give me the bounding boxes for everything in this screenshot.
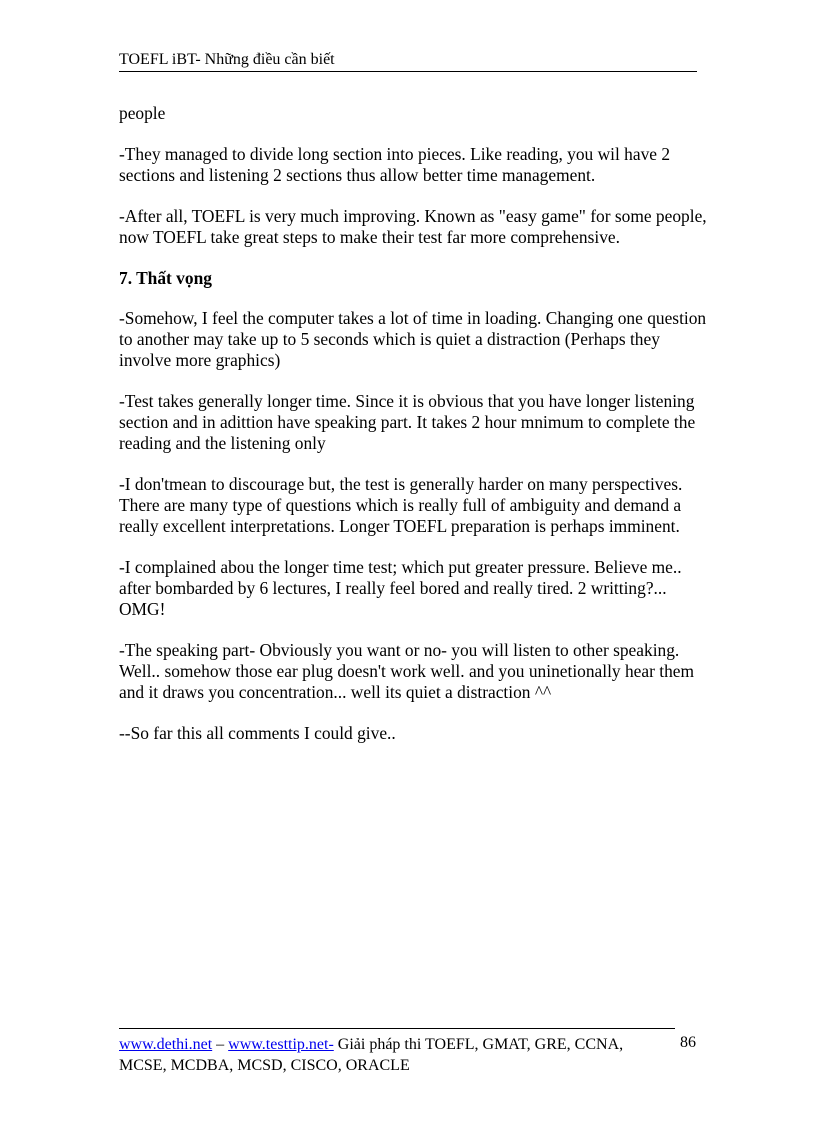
section-heading: 7. Thất vọng	[119, 268, 212, 288]
paragraph-line: -I complained abou the longer time test; which put greater pressure. Believe me..	[119, 557, 682, 577]
footer-text: Giải pháp thi TOEFL, GMAT, GRE, CCNA, MCSE, MCDBA, MCSD, CISCO, ORACLE	[119, 1036, 624, 1074]
footer-divider	[119, 1028, 675, 1029]
page-number: 86	[680, 1034, 696, 1051]
page-header	[119, 50, 697, 72]
document-body	[119, 103, 709, 764]
paragraph: people	[119, 103, 166, 123]
header-title: TOEFL iBT- Những điều cần biết	[119, 51, 335, 68]
paragraph: -After all, TOEFL is very much improving. Known as "easy game" for some people, now TOEFL take great steps to make their test far more comprehensive.	[119, 206, 707, 247]
paragraph	[119, 557, 709, 620]
paragraph: -The speaking part- Obviously you want or no- you will listen to other speaking. Well.. somehow those ear plug doesn't work well. and you uninetionally hear them and it draws you concentration... well its quiet a distraction ^^	[119, 640, 695, 702]
paragraph-line: OMG!	[119, 599, 166, 619]
paragraph-line: after bombarded by 6 lectures, I really feel bored and really tired. 2 writting?...	[119, 578, 667, 598]
page-footer	[119, 1034, 659, 1076]
paragraph: -Test takes generally longer time. Since it is obvious that you have longer listening section and in adittion have speaking part. It takes 2 hour mnimum to complete the reading and the listening only	[119, 391, 696, 453]
paragraph: --So far this all comments I could give..	[119, 723, 396, 743]
paragraph: -I don'tmean to discourage but, the test is generally harder on many perspectives. There are many type of questions which is really full of ambiguity and demand a really excellent interpretations. Longer TOEFL preparation is perhaps imminent.	[119, 474, 683, 536]
footer-link-dethi[interactable]: www.dethi.net	[119, 1036, 213, 1053]
paragraph: -They managed to divide long section into pieces. Like reading, you wil have 2 sections and listening 2 sections thus allow better time management.	[119, 144, 671, 185]
paragraph: -Somehow, I feel the computer takes a lot of time in loading. Changing one question to another may take up to 5 seconds which is quiet a distraction (Perhaps they involve more graphics)	[119, 308, 707, 370]
footer-separator: –	[212, 1036, 229, 1053]
footer-link-testtip[interactable]: www.testtip.net-	[228, 1036, 334, 1053]
